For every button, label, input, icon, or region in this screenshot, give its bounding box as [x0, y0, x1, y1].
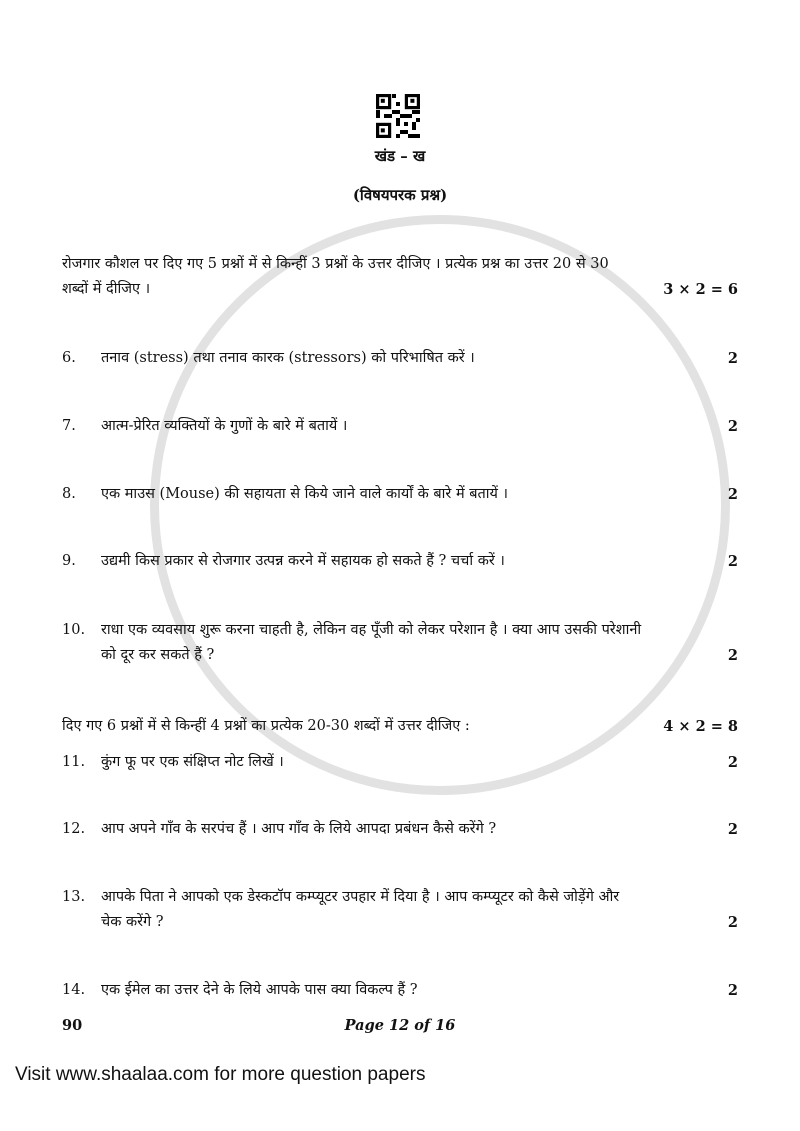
question-body — [101, 978, 714, 1003]
question-text: एक माउस (Mouse) की सहायता से किये जाने वाले कार्यों के बारे में बतायें । — [101, 486, 509, 502]
question-item — [62, 817, 738, 842]
question-item — [62, 414, 738, 439]
question-item — [62, 618, 738, 668]
question-number: 9. — [62, 553, 76, 569]
question-item — [62, 346, 738, 371]
instruction-block — [62, 714, 738, 739]
question-item — [62, 549, 738, 574]
question-marks: 2 — [727, 754, 738, 771]
question-text: उद्यमी किस प्रकार से रोजगार उत्पन्न करने में सहायक हो सकते हैं ? चर्चा करें । — [101, 553, 505, 569]
question-marks: 2 — [727, 821, 738, 838]
instruction-line: शब्दों में दीजिए । — [62, 281, 151, 297]
instruction-line: रोजगार कौशल पर दिए गए 5 प्रश्नों में से किन्हीं 3 प्रश्नों के उत्तर दीजिए । प्रत्येक प्रश्न का उत्तर 20 से 30 — [62, 256, 609, 272]
question-body — [101, 885, 714, 935]
question-number: 10. — [62, 622, 86, 638]
question-marks: 2 — [727, 350, 738, 367]
question-text: आपके पिता ने आपको एक डेस्कटॉप कम्प्यूटर उपहार में दिया है । आप कम्प्यूटर को कैसे जोड़ेंगे और — [101, 889, 620, 905]
question-text: आत्म-प्रेरित व्यक्तियों के गुणों के बारे में बतायें । — [101, 418, 348, 434]
question-marks: 2 — [727, 914, 738, 931]
instruction-marks: 4 × 2 = 8 — [663, 718, 738, 735]
instruction-line: दिए गए 6 प्रश्नों में से किन्हीं 4 प्रश्नों का प्रत्येक 20-30 शब्दों में उत्तर दीजिए : — [62, 718, 470, 734]
question-text: को दूर कर सकते हैं ? — [101, 647, 215, 663]
qr-code — [376, 94, 420, 138]
website-banner: Visit www.shaalaa.com for more question papers — [15, 1064, 426, 1085]
question-marks: 2 — [727, 553, 738, 570]
question-body — [101, 346, 714, 371]
question-text: एक ईमेल का उत्तर देने के लिये आपके पास क्या विकल्प हैं ? — [101, 982, 418, 998]
paper-code: 90 — [62, 1017, 83, 1034]
question-body — [101, 618, 714, 668]
question-number: 13. — [62, 889, 86, 905]
question-number: 12. — [62, 821, 86, 837]
question-text: तनाव (stress) तथा तनाव कारक (stressors) को परिभाषित करें । — [101, 350, 475, 366]
section-subtitle: (विषयपरक प्रश्न) — [352, 186, 448, 204]
question-text: कुंग फू पर एक संक्षिप्त नोट लिखें । — [101, 754, 284, 770]
instruction-block — [62, 252, 738, 302]
section-heading: खंड – ख — [374, 147, 426, 165]
question-body — [101, 482, 714, 507]
question-item — [62, 750, 738, 775]
question-item — [62, 978, 738, 1003]
question-number: 6. — [62, 350, 76, 366]
question-marks: 2 — [727, 982, 738, 999]
question-body — [101, 817, 714, 842]
question-marks: 2 — [727, 486, 738, 503]
question-item — [62, 482, 738, 507]
question-body — [101, 750, 714, 775]
question-text: चेक करेंगे ? — [101, 914, 164, 930]
question-body — [101, 414, 714, 439]
question-text: आप अपने गाँव के सरपंच हैं । आप गाँव के लिये आपदा प्रबंधन कैसे करेंगे ? — [101, 821, 497, 837]
question-number: 14. — [62, 982, 86, 998]
question-number: 11. — [62, 754, 86, 770]
question-marks: 2 — [727, 418, 738, 435]
question-number: 7. — [62, 418, 76, 434]
question-text: राधा एक व्यवसाय शुरू करना चाहती है, लेकिन वह पूँजी को लेकर परेशान है । क्या आप उसकी परेशानी — [101, 622, 642, 638]
question-body — [101, 549, 714, 574]
question-number: 8. — [62, 486, 76, 502]
question-marks: 2 — [727, 647, 738, 664]
instruction-marks: 3 × 2 = 6 — [663, 281, 738, 298]
page-number: Page 12 of 16 — [344, 1017, 456, 1034]
question-item — [62, 885, 738, 935]
